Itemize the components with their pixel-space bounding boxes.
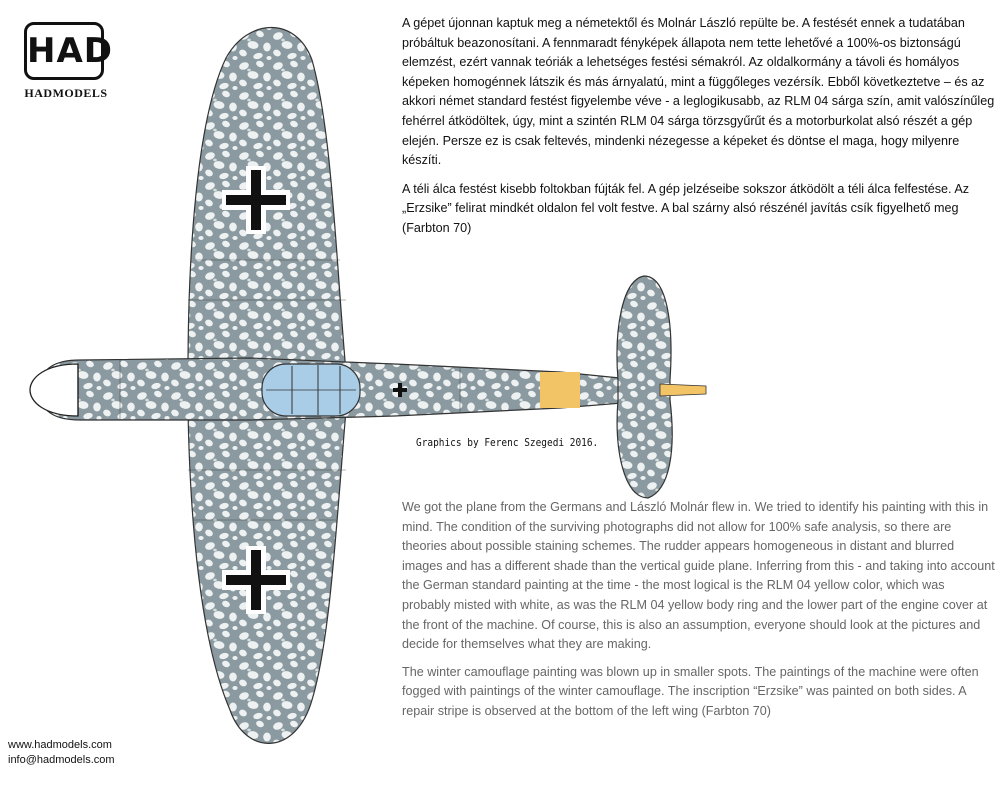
website-link[interactable]: www.hadmodels.com — [8, 739, 112, 751]
hungarian-paragraph-1: A gépet újonnan kaptuk meg a németektől és Molnár László repülte be. A festését ennek a tudatában próbáltuk beazonosítani. A fennmaradt fényképek állapota nem tette lehetővé a 100%-os biztonságú elemzést, ezért vannak teóriák a lehetséges festési sémakról. Az oldalkormány a távoli és homályos képeken homogénnek látszik és más árnyalatú, mint a függőleges vezérsík. Ebből következtetve – és az akkori német standard festést figyelembe véve - a leglogikusabb, az RLM 04 sárga szín, amit valószínűleg fehérrel átködöltek, úgy, mint a szintén RLM 04 sárga törzsgyűrűt és a motorburkolat alsó részét a gép elején. Persze ez is csak feltevés, mindenki nézegesse a képeket és döntse el maga, hogy milyenre készíti. — [402, 16, 995, 168]
email-link[interactable]: info@hadmodels.com — [8, 754, 115, 766]
english-paragraph-1: We got the plane from the Germans and László Molnár flew in. We tried to identify his painting with this in mind. The condition of the surviving photographs did not allow for 100% safe analysis, so there are theories about possible staining schemes. The rudder appears homogeneous in distant and blurred images and has a different shade than the vertical guide plane. Inferring from this - and taking into account the German standard painting at the time - the most logical is the RLM 04 yellow color, which was probably misted with white, as was the RLM 04 yellow body ring and the lower part of the engine cover at the front of the machine. Of course, this is also an assumption, everyone should look at the pictures and decide for themselves what they are making. — [402, 500, 995, 652]
rudder — [660, 384, 706, 396]
yellow-fuselage-band — [540, 372, 580, 408]
hungarian-paragraph-2: A téli álca festést kisebb foltokban fújták fel. A gép jelzéseibe sokszor átködölt a téli álca felfestése. Az „Erzsike” felirat mindkét oldalon fel volt festve. A bal szárny alsó részénél javítás csík figyelhető meg (Farbton 70) — [402, 181, 970, 235]
english-paragraph-2: The winter camouflage painting was blown up in smaller spots. The paintings of the machine were often fogged with paintings of the winter camouflage. The inscription “Erzsike” was painted on both sides. A repair stripe is observed at the bottom of the left wing (Farbton 70) — [402, 664, 979, 718]
english-description — [402, 498, 996, 730]
spinner — [30, 364, 78, 416]
logo-name: HADMODELS — [24, 86, 108, 100]
graphics-credit: Graphics by Ferenc Szegedi 2016. — [416, 436, 599, 449]
contact-info — [8, 738, 115, 768]
hungarian-description — [402, 14, 996, 248]
logo-mark: HAD — [24, 22, 104, 80]
